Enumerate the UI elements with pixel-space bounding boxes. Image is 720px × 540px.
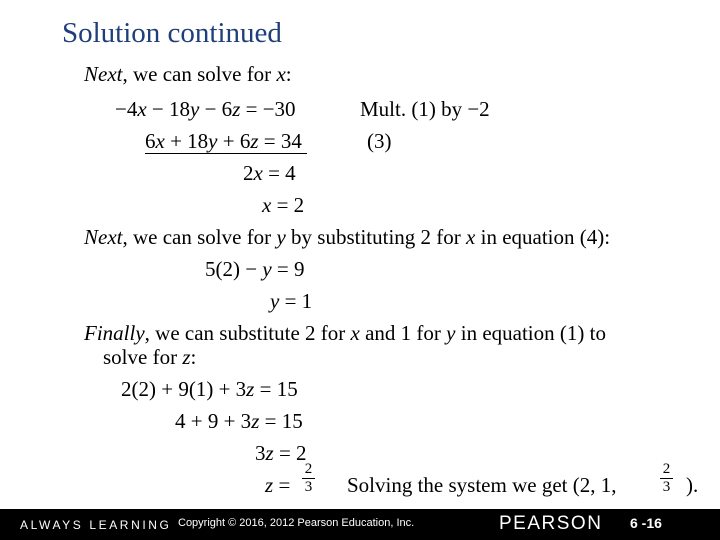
footer-bar bbox=[0, 509, 720, 540]
equation-row-1: −4x − 18y − 6z = −30 bbox=[115, 97, 296, 121]
equation-x: x = 2 bbox=[262, 193, 305, 217]
intro-solve-y: Next, we can solve for y by substituting 2 for x in equation (4): bbox=[84, 225, 611, 249]
equation-row-1-note: Mult. (1) by −2 bbox=[360, 97, 490, 121]
equation-substituted: 2(2) + 9(1) + 3z = 15 bbox=[121, 377, 298, 401]
solution-statement: Solving the system we get (2, 1, bbox=[347, 473, 617, 497]
fraction-z bbox=[302, 462, 315, 495]
slide-number: 6 -16 bbox=[630, 515, 662, 531]
equation-z: z = bbox=[265, 473, 291, 497]
pearson-logo: PEARSON bbox=[499, 513, 603, 534]
slide-title: Solution continued bbox=[62, 17, 282, 49]
fraction-numerator: 2 bbox=[662, 461, 671, 477]
intro-solve-x: Next, we can solve for x: bbox=[84, 62, 292, 86]
solution-close: ). bbox=[686, 473, 699, 497]
equation-simplified: 4 + 9 + 3z = 15 bbox=[175, 409, 303, 433]
copyright-text: Copyright © 2016, 2012 Pearson Education, Inc. bbox=[178, 517, 415, 529]
intro-solve-z: Finally, we can substitute 2 for x and 1 for y in equation (1) to bbox=[84, 321, 606, 345]
always-learning-logo: ALWAYS LEARNING bbox=[20, 518, 172, 532]
equation-2x: 2x = 4 bbox=[243, 161, 296, 185]
equation-5-2: 5(2) − y = 9 bbox=[205, 257, 305, 281]
equation-3z: 3z = 2 bbox=[255, 441, 307, 465]
fraction-denominator: 3 bbox=[304, 479, 313, 495]
equation-row-2-note: (3) bbox=[367, 129, 392, 153]
fraction-solution bbox=[660, 462, 673, 495]
fraction-numerator: 2 bbox=[304, 461, 313, 477]
equation-row-2: 6x + 18y + 6z = 34 bbox=[145, 129, 308, 153]
equation-y: y = 1 bbox=[270, 289, 313, 313]
intro-solve-z-cont: solve for z: bbox=[103, 345, 197, 369]
fraction-denominator: 3 bbox=[662, 479, 671, 495]
